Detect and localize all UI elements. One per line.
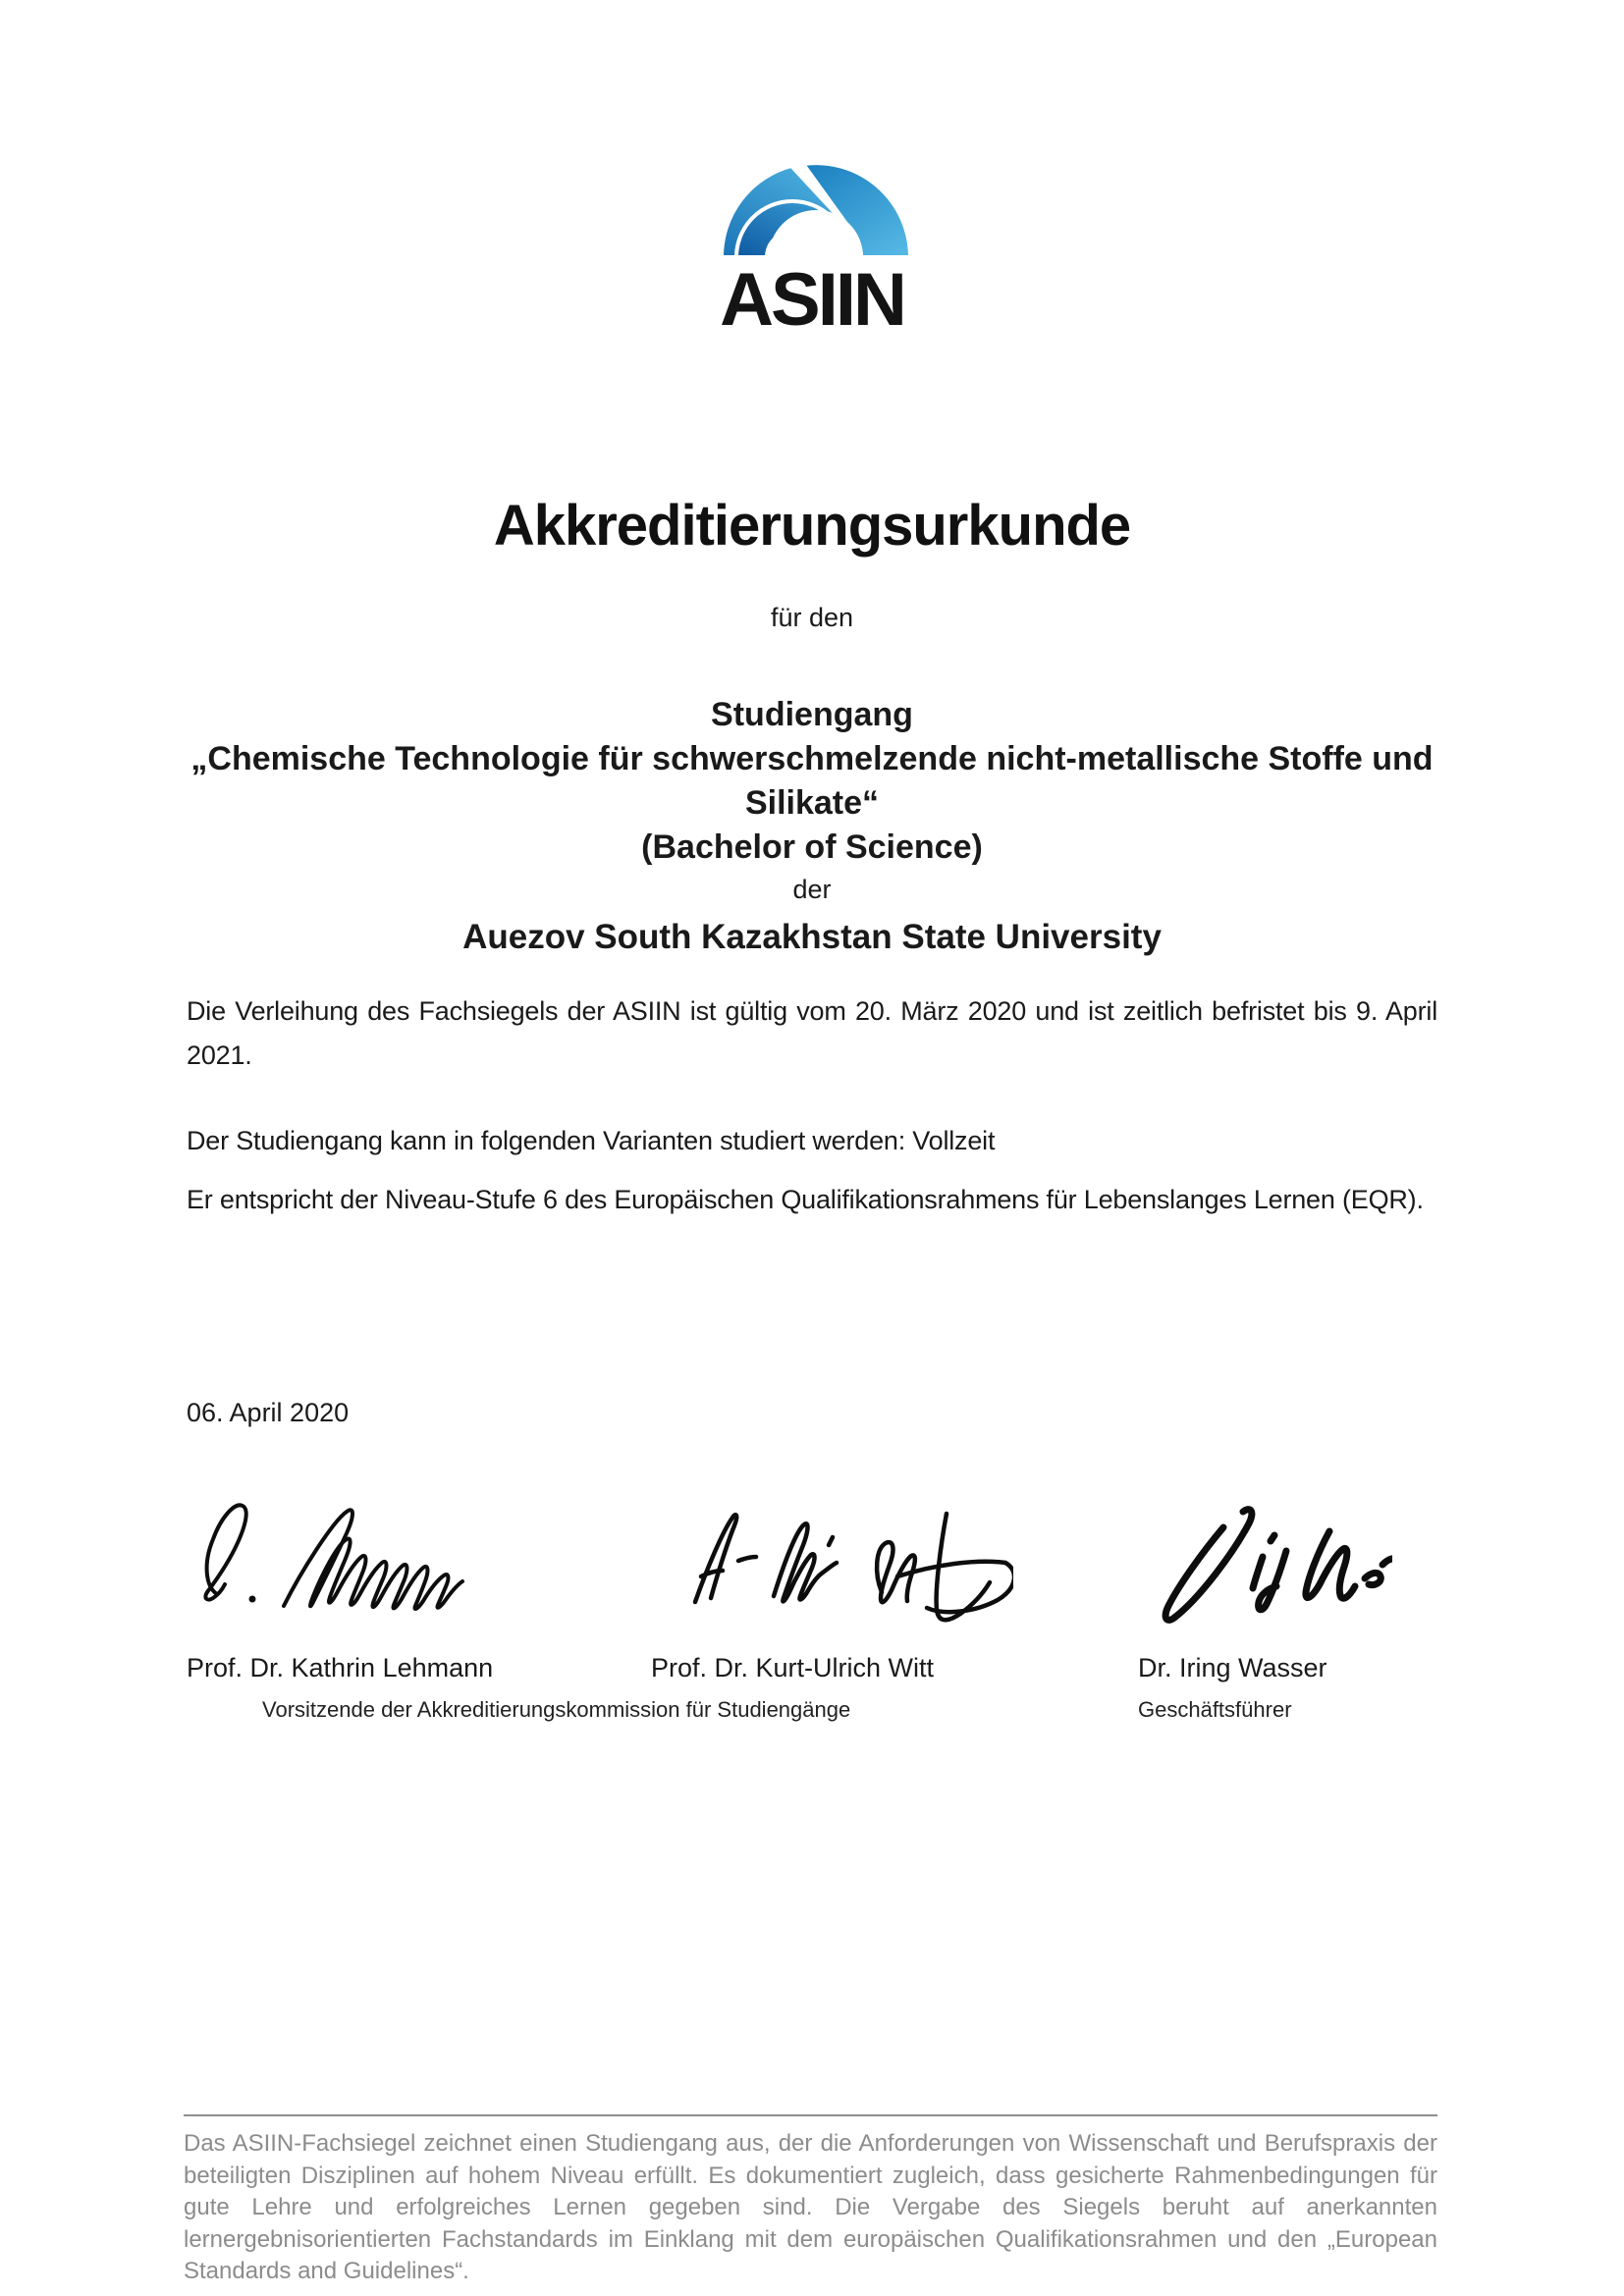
signatory-name: Prof. Dr. Kathrin Lehmann	[187, 1653, 494, 1682]
asiin-arch-icon	[714, 147, 910, 257]
paragraph-validity: Die Verleihung des Fachsiegels der ASIIN ist gültig vom 20. März 2020 und ist zeitlich befristet bis 9. April 2021.	[187, 996, 1437, 1070]
program-degree: (Bachelor of Science)	[641, 828, 983, 866]
signature-lehmann-icon	[189, 1500, 543, 1613]
intro-line: für den	[770, 603, 854, 632]
brand-wordmark: ASIIN	[720, 258, 904, 342]
paragraph-variants: Der Studiengang kann in folgenden Varianten studiert werden: Vollzeit	[187, 1126, 996, 1155]
signatory-role: Geschäftsführer	[1138, 1697, 1292, 1722]
footer-note: Das ASIIN-Fachsiegel zeichnet einen Studiengang aus, der die Anforderungen von Wissenschaft und Berufspraxis der beteiligten Disziplinen auf hohem Niveau erfüllt. Es dokumentiert zugleich, dass gesicherte Rahmenbedingungen für gute Lehre und erfolgreiches Lernen gegeben sind. Die Vergabe des Siegels beruht auf anerkannten lernergebnisorientierten Fachstandards im Einklang mit dem europäischen Qualifikationsrahmen und den „European Standards and Guidelines“.	[184, 2130, 1437, 2284]
issue-date: 06. April 2020	[187, 1398, 350, 1427]
signature-wasser-icon	[1137, 1502, 1392, 1629]
signatory-role: Vorsitzende der Akkreditierungskommission für Studiengänge	[262, 1697, 851, 1722]
signatory-name: Prof. Dr. Kurt-Ulrich Witt	[651, 1653, 935, 1682]
program-block	[187, 693, 1437, 960]
university-name: Auezov South Kazakhstan State University	[462, 918, 1162, 956]
program-connector: der	[792, 875, 832, 904]
signatory-name: Dr. Iring Wasser	[1138, 1653, 1327, 1682]
asiin-logo	[0, 147, 1624, 342]
program-name: „Chemische Technologie für schwerschmelzende nicht-metallische Stoffe und Silikate“	[190, 740, 1434, 822]
certificate-title: Akkreditierungsurkunde	[493, 494, 1131, 558]
program-label: Studiengang	[711, 696, 913, 733]
signature-witt-icon	[689, 1504, 1013, 1627]
footer-divider	[184, 2114, 1437, 2116]
paragraph-eqr: Er entspricht der Niveau-Stufe 6 des Europäischen Qualifikationsrahmens für Lebenslanges Lernen (EQR).	[187, 1185, 1424, 1214]
